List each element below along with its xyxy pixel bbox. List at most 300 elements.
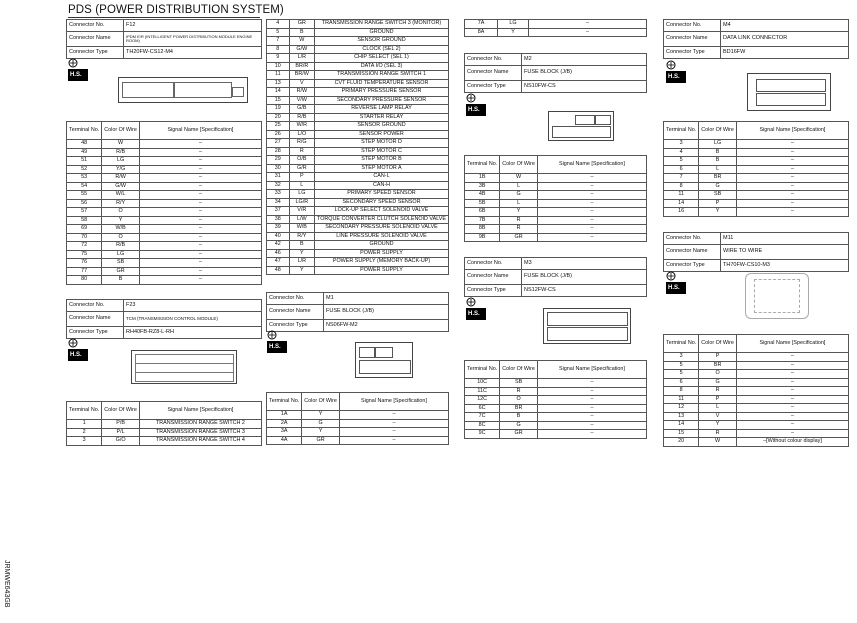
f23-cont-signal-cell: TORQUE CONVERTER CLUTCH SOLENOID VALVE	[315, 215, 449, 224]
m11-connector-name: WIRE TO WIRE	[721, 245, 849, 260]
m4-terminal-cell: 3	[664, 140, 699, 149]
hs-badge-m3	[465, 297, 487, 326]
m2-row	[465, 216, 647, 225]
m2-connector-type: NS10FW-CS	[522, 81, 647, 93]
f23-cont-wire-color-cell: L	[289, 181, 314, 190]
f23-cont-terminal-cell: 15	[267, 96, 290, 105]
m1-cont-signal-cell: –	[529, 20, 647, 29]
f12-header-signal: Signal Name [Specification]	[139, 122, 261, 140]
f23-cont-terminal-cell: 5	[267, 28, 290, 37]
f12-wire-color-cell: LG	[102, 250, 140, 259]
f23-cont-wire-color-cell: Y	[289, 266, 314, 275]
m4-wire-color-cell: B	[699, 157, 737, 166]
f23-terminal-cell: 3	[67, 437, 102, 446]
f23-cont-terminal-cell: 11	[267, 71, 290, 80]
m11-terminal-cell: 11	[664, 395, 699, 404]
f12-terminal-cell: 57	[67, 208, 102, 217]
f23-cont-row	[267, 232, 449, 241]
m11-row	[664, 353, 849, 362]
f12-connector-no: F12	[124, 20, 262, 32]
m3-pin-row-top	[547, 312, 628, 326]
m11-signal-cell: –	[736, 370, 848, 379]
m4-header-terminal: Terminal No.	[664, 122, 699, 140]
f23-connector-name: TCM (TRANSMISSION CONTROL MODULE)	[124, 312, 262, 327]
m2-signal-cell: –	[537, 225, 646, 234]
f23-cont-signal-cell: PRIMARY PRESSURE SENSOR	[315, 88, 449, 97]
f12-terminal-cell: 55	[67, 191, 102, 200]
f23-cont-wire-color-cell: G/R	[289, 164, 314, 173]
m3-connector-diagram	[543, 308, 631, 344]
m2-row	[465, 199, 647, 208]
m2-signal-cell: –	[537, 216, 646, 225]
f23-cont-signal-cell: POWER SUPPLY (MEMORY BACK-UP)	[315, 258, 449, 267]
f23-cont-wire-color-cell: LG/R	[289, 198, 314, 207]
f23-cont-terminal-cell: 48	[267, 266, 290, 275]
m3-wire-color-cell: R	[500, 387, 538, 396]
m11-signal-table	[663, 334, 849, 447]
m3-row	[465, 413, 647, 422]
m4-row	[664, 157, 849, 166]
m4-signal-cell: –	[736, 157, 848, 166]
f12-row	[67, 250, 262, 259]
m1-signal-cell: –	[339, 428, 448, 437]
label-connector-no: Connector No.	[465, 54, 522, 66]
f23-cont-terminal-cell: 29	[267, 156, 290, 165]
m2-wire-color-cell: W	[500, 174, 538, 183]
f23-connector-diagram	[131, 350, 237, 384]
m2-connector-no: M2	[522, 54, 647, 66]
f12-wire-color-cell: Y	[102, 216, 140, 225]
label-connector-name: Connector Name	[465, 270, 522, 285]
f12-wire-color-cell: R/W	[102, 174, 140, 183]
m1-signal-cell: –	[339, 411, 448, 420]
m4-row	[664, 165, 849, 174]
m3-wire-color-cell: BR	[500, 404, 538, 413]
m2-pin-row-bottom	[552, 126, 611, 138]
f12-row	[67, 148, 262, 157]
m4-row	[664, 174, 849, 183]
m4-terminal-cell: 5	[664, 157, 699, 166]
m2-header-signal: Signal Name [Specification]	[537, 156, 646, 174]
f12-header-terminal: Terminal No.	[67, 122, 102, 140]
m3-wire-color-cell: O	[500, 396, 538, 405]
m3-info-table	[464, 257, 647, 297]
m2-terminal-cell: 7B	[465, 216, 500, 225]
f23-row	[67, 420, 262, 429]
m11-row	[664, 412, 849, 421]
f12-signal-cell: –	[139, 174, 261, 183]
f12-terminal-cell: 69	[67, 225, 102, 234]
f23-cont-wire-color-cell: BR/W	[289, 71, 314, 80]
f23-cont-wire-color-cell: W/R	[289, 122, 314, 131]
m11-terminal-cell: 12	[664, 404, 699, 413]
m4-signal-cell: –	[736, 199, 848, 208]
m2-wire-color-cell: L	[500, 182, 538, 191]
f23-cont-row	[267, 79, 449, 88]
f12-terminal-cell: 75	[67, 250, 102, 259]
f23-cont-row	[267, 113, 449, 122]
f12-pin-end	[232, 87, 244, 97]
f23-cont-terminal-cell: 4	[267, 20, 290, 29]
f23-cont-signal-cell: STEP MOTOR B	[315, 156, 449, 165]
m4-wire-color-cell: B	[699, 148, 737, 157]
m4-row	[664, 140, 849, 149]
m11-terminal-cell: 14	[664, 421, 699, 430]
m2-pin-top-left	[575, 115, 595, 125]
m3-connector-type: NS12FW-CS	[522, 285, 647, 297]
f23-cont-wire-color-cell: R	[289, 147, 314, 156]
m2-header-color: Color Of Wire	[500, 156, 538, 174]
m4-wire-color-cell: L	[699, 165, 737, 174]
f23-cont-signal-cell: LOCK-UP SELECT SOLENOID VALVE	[315, 207, 449, 216]
f12-row	[67, 182, 262, 191]
m1-cont-wire-color-cell: LG	[498, 20, 529, 29]
f23-cont-wire-color-cell: R/W	[289, 88, 314, 97]
m4-wire-color-cell: G	[699, 182, 737, 191]
m4-info-table	[663, 19, 849, 59]
f12-connector-name: IPDM E/R (INTELLIGENT POWER DISTRIBUTION MODULE ENGINE ROOM)	[124, 32, 262, 47]
f23-cont-wire-color-cell: W	[289, 37, 314, 46]
f23-cont-terminal-cell: 9	[267, 54, 290, 63]
m1-wire-color-cell: G	[302, 419, 340, 428]
m1-pin-3a	[359, 347, 375, 358]
m4-row	[664, 148, 849, 157]
f12-signal-cell: –	[139, 208, 261, 217]
m2-wire-color-cell: R	[500, 216, 538, 225]
f23-cont-terminal-cell: 26	[267, 130, 290, 139]
f12-signal-cell: –	[139, 157, 261, 166]
m4-header-color: Color Of Wire	[699, 122, 737, 140]
m3-signal-cell: –	[537, 404, 646, 413]
f12-row	[67, 191, 262, 200]
f12-terminal-cell: 76	[67, 259, 102, 268]
m11-signal-cell: –	[736, 387, 848, 396]
m11-row	[664, 395, 849, 404]
m2-terminal-cell: 4B	[465, 191, 500, 200]
m2-pin-top-right	[595, 115, 611, 125]
m3-header-terminal: Terminal No.	[465, 361, 500, 379]
m11-signal-cell: –	[736, 421, 848, 430]
m1-signal-cell: –	[339, 419, 448, 428]
m11-wire-color-cell: O	[699, 370, 737, 379]
m3-terminal-cell: 6C	[465, 404, 500, 413]
f12-row	[67, 216, 262, 225]
f23-cont-signal-cell: STEP MOTOR C	[315, 147, 449, 156]
f12-row	[67, 140, 262, 149]
m3-signal-cell: –	[537, 421, 646, 430]
m1-header-terminal: Terminal No.	[267, 393, 302, 411]
f23-cont-signal-table	[266, 19, 449, 275]
f23-cont-row	[267, 105, 449, 114]
m11-header-color: Color Of Wire	[699, 335, 737, 353]
m4-terminal-cell: 8	[664, 182, 699, 191]
hs-badge-m11	[665, 271, 687, 300]
harness-side-icon	[665, 60, 687, 84]
m3-wire-color-cell: SB	[500, 379, 538, 388]
m11-terminal-cell: 15	[664, 429, 699, 438]
hs-label: H.S.	[269, 344, 281, 350]
f23-cont-signal-cell: DATA I/O (SEL 3)	[315, 62, 449, 71]
f23-cont-wire-color-cell: P	[289, 173, 314, 182]
harness-side-icon	[266, 330, 288, 354]
m3-terminal-cell: 11C	[465, 387, 500, 396]
harness-side-icon	[465, 297, 487, 321]
m3-signal-cell: –	[537, 387, 646, 396]
f12-row	[67, 225, 262, 234]
f23-cont-terminal-cell: 14	[267, 88, 290, 97]
f12-row	[67, 174, 262, 183]
f12-wire-color-cell: LG	[102, 157, 140, 166]
m11-wire-color-cell: Y	[699, 421, 737, 430]
m2-connector-name: FUSE BLOCK (J/B)	[522, 66, 647, 81]
f23-cont-row	[267, 122, 449, 131]
m11-terminal-cell: 6	[664, 378, 699, 387]
m3-terminal-cell: 9C	[465, 430, 500, 439]
m3-row	[465, 379, 647, 388]
label-connector-name: Connector Name	[267, 305, 324, 320]
m2-row	[465, 208, 647, 217]
m4-row	[664, 199, 849, 208]
f23-cont-terminal-cell: 37	[267, 207, 290, 216]
f12-terminal-cell: 58	[67, 216, 102, 225]
m2-terminal-cell: 9B	[465, 233, 500, 242]
f12-terminal-cell: 49	[67, 148, 102, 157]
m11-signal-cell: –	[736, 404, 848, 413]
f23-wire-color-cell: P/L	[102, 428, 140, 437]
f12-terminal-cell: 80	[67, 276, 102, 285]
m2-terminal-cell: 6B	[465, 208, 500, 217]
m4-terminal-cell: 7	[664, 174, 699, 183]
f23-cont-row	[267, 130, 449, 139]
hs-label: H.S.	[668, 285, 680, 291]
f23-cont-wire-color-cell: R/Y	[289, 232, 314, 241]
f12-terminal-cell: 51	[67, 157, 102, 166]
f23-cont-signal-cell: STARTER RELAY	[315, 113, 449, 122]
f12-terminal-cell: 52	[67, 165, 102, 174]
m11-info-table	[663, 232, 849, 272]
f23-cont-row	[267, 37, 449, 46]
f23-connector-no: F23	[124, 300, 262, 312]
f23-cont-terminal-cell: 42	[267, 241, 290, 250]
m11-header-signal: Signal Name [Specification]	[736, 335, 848, 353]
hs-label: H.S.	[668, 74, 680, 80]
m1-row	[267, 436, 449, 445]
f23-cont-terminal-cell: 47	[267, 258, 290, 267]
m1-header-color: Color Of Wire	[302, 393, 340, 411]
m3-terminal-cell: 7C	[465, 413, 500, 422]
f23-signal-cell: TRANSMISSION RANGE SWITCH 2	[139, 420, 261, 429]
m11-row	[664, 378, 849, 387]
f12-wire-color-cell: Y/G	[102, 165, 140, 174]
m11-terminal-cell: 5	[664, 370, 699, 379]
m11-terminal-cell: 3	[664, 353, 699, 362]
f23-row	[67, 437, 262, 446]
m3-row	[465, 404, 647, 413]
f23-cont-row	[267, 173, 449, 182]
f12-pin-block-right	[174, 82, 232, 98]
f23-cont-wire-color-cell: L/O	[289, 130, 314, 139]
f23-cont-terminal-cell: 13	[267, 79, 290, 88]
f12-connector-type: TH20FW-CS12-M4	[124, 47, 262, 59]
m3-connector-name: FUSE BLOCK (J/B)	[522, 270, 647, 285]
f23-cont-terminal-cell: 27	[267, 139, 290, 148]
m11-row	[664, 429, 849, 438]
f12-row	[67, 233, 262, 242]
f23-cont-row	[267, 258, 449, 267]
f12-header-color: Color Of Wire	[102, 122, 140, 140]
m1-terminal-cell: 3A	[267, 428, 302, 437]
m4-terminal-cell: 11	[664, 191, 699, 200]
f23-cont-row	[267, 54, 449, 63]
f23-cont-wire-color-cell: BR/R	[289, 62, 314, 71]
m4-row	[664, 182, 849, 191]
hs-label: H.S.	[468, 107, 480, 113]
m4-connector-diagram	[747, 73, 831, 111]
f23-cont-wire-color-cell: G/B	[289, 105, 314, 114]
f12-pin-block-left	[122, 82, 174, 98]
m2-row	[465, 182, 647, 191]
m4-connector-name: DATA LINK CONNECTOR	[721, 32, 849, 47]
m4-row	[664, 191, 849, 200]
m11-connector-no: M11	[721, 233, 849, 245]
f12-row	[67, 242, 262, 251]
m11-signal-cell: –[Without colour display]	[736, 438, 848, 447]
harness-side-icon	[67, 58, 89, 82]
m1-wire-color-cell: Y	[302, 428, 340, 437]
f23-cont-terminal-cell: 32	[267, 181, 290, 190]
f23-terminal-cell: 2	[67, 428, 102, 437]
m11-row	[664, 370, 849, 379]
f12-signal-table	[66, 121, 262, 285]
f12-connector-diagram	[118, 77, 248, 103]
f23-wire-color-cell: G/O	[102, 437, 140, 446]
f23-cont-terminal-cell: 38	[267, 215, 290, 224]
m3-wire-color-cell: B	[500, 413, 538, 422]
label-connector-no: Connector No.	[67, 20, 124, 32]
hs-label: H.S.	[468, 311, 480, 317]
hs-label: H.S.	[70, 352, 82, 358]
m3-terminal-cell: 10C	[465, 379, 500, 388]
m2-terminal-cell: 5B	[465, 199, 500, 208]
f23-cont-row	[267, 224, 449, 233]
m1-header-signal: Signal Name [Specification]	[339, 393, 448, 411]
f23-header-terminal: Terminal No.	[67, 402, 102, 420]
f23-cont-signal-cell: CLOCK (SEL 2)	[315, 45, 449, 54]
f23-cont-row	[267, 28, 449, 37]
m11-signal-cell: –	[736, 361, 848, 370]
f23-cont-row	[267, 88, 449, 97]
m11-signal-cell: –	[736, 395, 848, 404]
m11-terminal-cell: 20	[664, 438, 699, 447]
hs-label: H.S.	[70, 72, 82, 78]
f23-cont-wire-color-cell: W/B	[289, 224, 314, 233]
label-connector-no: Connector No.	[664, 20, 721, 32]
m2-wire-color-cell: GR	[500, 233, 538, 242]
f23-cont-signal-cell: TRANSMISSION RANGE SWITCH 3 (MONITOR)	[315, 20, 449, 29]
f23-cont-terminal-cell: 10	[267, 62, 290, 71]
f12-wire-color-cell: W/L	[102, 191, 140, 200]
f12-row	[67, 208, 262, 217]
label-connector-name: Connector Name	[67, 312, 124, 327]
f23-cont-signal-cell: TRANSMISSION RANGE SWITCH 1	[315, 71, 449, 80]
f12-row	[67, 276, 262, 285]
m3-row	[465, 387, 647, 396]
f23-row	[67, 428, 262, 437]
f23-cont-terminal-cell: 19	[267, 105, 290, 114]
m1-row	[267, 428, 449, 437]
f23-signal-table	[66, 401, 262, 446]
m1-cont-wire-color-cell: Y	[498, 28, 529, 37]
f23-cont-terminal-cell: 25	[267, 122, 290, 131]
f23-cont-signal-cell: SENSOR POWER	[315, 130, 449, 139]
label-connector-type: Connector Type	[67, 47, 124, 59]
m1-wire-color-cell: GR	[302, 436, 340, 445]
m11-signal-cell: –	[736, 353, 848, 362]
m11-row	[664, 361, 849, 370]
m4-connector-type: BD16FW	[721, 47, 849, 59]
m1-connector-name: FUSE BLOCK (J/B)	[324, 305, 449, 320]
f23-cont-wire-color-cell: O/B	[289, 156, 314, 165]
f23-cont-signal-cell: REVERSE LAMP RELAY	[315, 105, 449, 114]
label-connector-type: Connector Type	[67, 327, 124, 339]
m11-wire-color-cell: R	[699, 429, 737, 438]
label-connector-no: Connector No.	[67, 300, 124, 312]
m4-signal-cell: –	[736, 174, 848, 183]
m3-wire-color-cell: G	[500, 421, 538, 430]
f23-cont-wire-color-cell: R/G	[289, 139, 314, 148]
f12-row	[67, 165, 262, 174]
m4-terminal-cell: 16	[664, 208, 699, 217]
harness-side-icon	[67, 338, 89, 362]
f23-cont-terminal-cell: 46	[267, 249, 290, 258]
m4-signal-cell: –	[736, 140, 848, 149]
f23-cont-signal-cell: POWER SUPPLY	[315, 249, 449, 258]
m11-wire-color-cell: L	[699, 404, 737, 413]
m1-signal-table	[266, 392, 449, 445]
m11-row	[664, 404, 849, 413]
m11-header-terminal: Terminal No.	[664, 335, 699, 353]
m11-terminal-cell: 8	[664, 387, 699, 396]
m11-row	[664, 421, 849, 430]
f23-cont-signal-cell: SECONDARY PRESSURE SOLENOID VALVE	[315, 224, 449, 233]
m2-signal-cell: –	[537, 208, 646, 217]
f23-cont-wire-color-cell: V/R	[289, 207, 314, 216]
m2-row	[465, 225, 647, 234]
m1-connector-diagram	[355, 342, 413, 378]
f12-wire-color-cell: B	[102, 276, 140, 285]
f23-cont-signal-cell: LINE PRESSURE SOLENOID VALVE	[315, 232, 449, 241]
m2-signal-cell: –	[537, 174, 646, 183]
f23-cont-wire-color-cell: B	[289, 241, 314, 250]
f23-cont-signal-cell: STEP MOTOR A	[315, 164, 449, 173]
f23-cont-wire-color-cell: V	[289, 79, 314, 88]
f12-terminal-cell: 54	[67, 182, 102, 191]
m1-cont-terminal-cell: 7A	[465, 20, 498, 29]
f12-terminal-cell: 77	[67, 267, 102, 276]
f12-signal-cell: –	[139, 216, 261, 225]
f23-cont-terminal-cell: 34	[267, 198, 290, 207]
m4-terminal-cell: 6	[664, 165, 699, 174]
m3-signal-cell: –	[537, 413, 646, 422]
m2-signal-cell: –	[537, 191, 646, 200]
m4-wire-color-cell: P	[699, 199, 737, 208]
f12-wire-color-cell: GR	[102, 267, 140, 276]
m11-wire-color-cell: P	[699, 395, 737, 404]
m3-connector-no: M3	[522, 258, 647, 270]
m3-signal-cell: –	[537, 430, 646, 439]
m4-signal-cell: –	[736, 165, 848, 174]
f12-signal-cell: –	[139, 191, 261, 200]
